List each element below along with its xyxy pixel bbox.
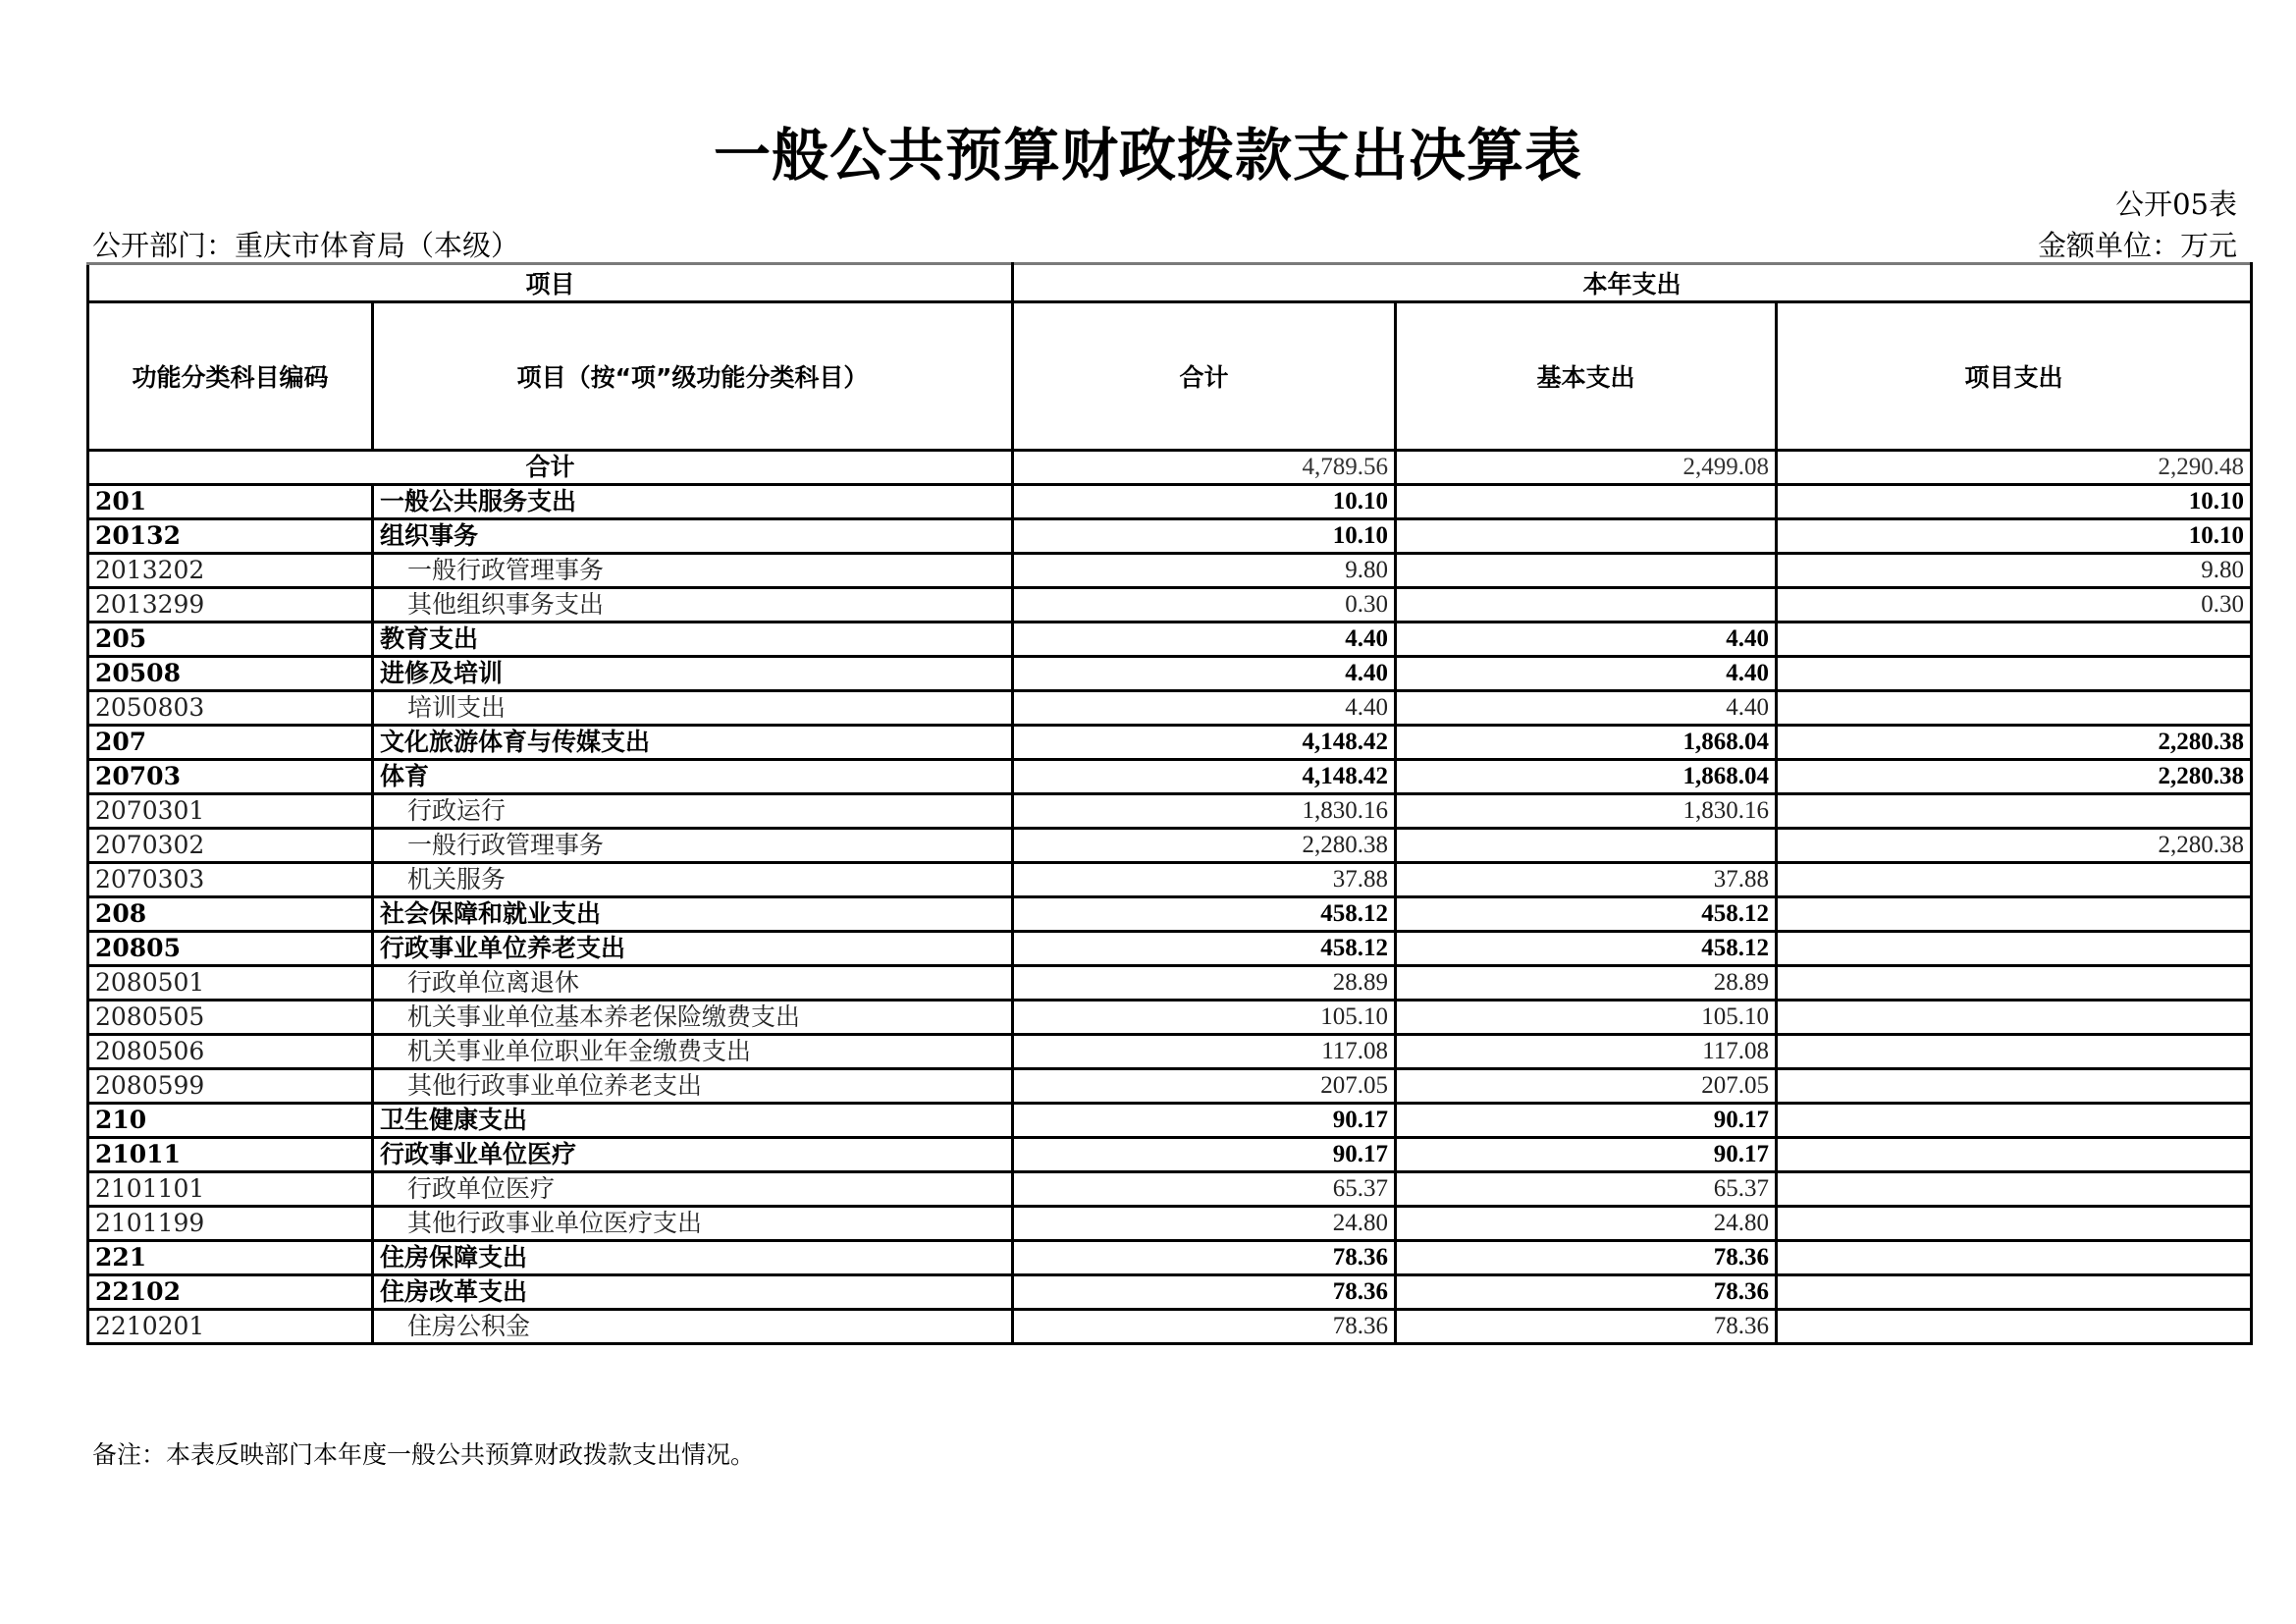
table-row [88,657,2252,691]
cell-project [1777,657,2252,691]
column-header-project: 项目支出 [1777,302,2252,451]
cell-basic [1396,829,1777,863]
cell-name: 其他行政事业单位养老支出 [373,1069,1013,1104]
unit-label: 金额单位：万元 [2037,229,2237,262]
cell-total: 4.40 [1013,691,1396,726]
total-row [88,451,2252,485]
table-row [88,966,2252,1001]
cell-name: 一般公共服务支出 [373,485,1013,519]
cell-total: 458.12 [1013,897,1396,932]
table-row [88,1001,2252,1035]
cell-basic [1396,519,1777,554]
cell-code: 20508 [88,657,373,691]
cell-project [1777,1001,2252,1035]
cell-basic: 78.36 [1396,1275,1777,1310]
cell-basic: 37.88 [1396,863,1777,897]
budget-table [86,262,2253,1345]
cell-name: 住房保障支出 [373,1241,1013,1275]
cell-project: 2,280.38 [1777,829,2252,863]
cell-total: 65.37 [1013,1172,1396,1207]
cell-name: 文化旅游体育与传媒支出 [373,726,1013,760]
table-row [88,1275,2252,1310]
cell-basic: 90.17 [1396,1104,1777,1138]
cell-name: 行政单位离退休 [373,966,1013,1001]
column-header-name: 项目（按“项”级功能分类科目） [373,302,1013,451]
cell-code: 208 [88,897,373,932]
total-label: 合计 [88,451,1013,485]
cell-total: 10.10 [1013,485,1396,519]
footnote: 备注：本表反映部门本年度一般公共预算财政拨款支出情况。 [92,1440,756,1469]
cell-project [1777,966,2252,1001]
cell-project: 9.80 [1777,554,2252,588]
cell-project [1777,1104,2252,1138]
cell-name: 其他组织事务支出 [373,588,1013,623]
cell-basic: 117.08 [1396,1035,1777,1069]
cell-project: 10.10 [1777,519,2252,554]
group-header-current-year: 本年支出 [1013,264,2252,302]
cell-basic: 1,868.04 [1396,760,1777,794]
cell-project [1777,1035,2252,1069]
cell-total: 78.36 [1013,1310,1396,1344]
cell-total: 28.89 [1013,966,1396,1001]
cell-project [1777,1241,2252,1275]
table-row [88,485,2252,519]
total-project: 2,290.48 [1777,451,2252,485]
cell-project [1777,932,2252,966]
cell-name: 机关服务 [373,863,1013,897]
cell-code: 2050803 [88,691,373,726]
cell-project: 2,280.38 [1777,760,2252,794]
table-row [88,1035,2252,1069]
cell-code: 2013202 [88,554,373,588]
cell-basic: 90.17 [1396,1138,1777,1172]
cell-name: 行政单位医疗 [373,1172,1013,1207]
cell-project [1777,1069,2252,1104]
cell-total: 37.88 [1013,863,1396,897]
cell-name: 卫生健康支出 [373,1104,1013,1138]
table-row [88,863,2252,897]
table-row [88,623,2252,657]
cell-name: 教育支出 [373,623,1013,657]
cell-name: 一般行政管理事务 [373,554,1013,588]
cell-code: 22102 [88,1275,373,1310]
cell-basic: 207.05 [1396,1069,1777,1104]
cell-name: 培训支出 [373,691,1013,726]
cell-code: 20132 [88,519,373,554]
cell-project [1777,691,2252,726]
cell-project [1777,863,2252,897]
cell-name: 住房改革支出 [373,1275,1013,1310]
cell-total: 90.17 [1013,1104,1396,1138]
cell-project [1777,1138,2252,1172]
cell-basic [1396,588,1777,623]
cell-code: 207 [88,726,373,760]
cell-code: 205 [88,623,373,657]
cell-total: 117.08 [1013,1035,1396,1069]
cell-basic [1396,554,1777,588]
table-row [88,554,2252,588]
cell-project [1777,1275,2252,1310]
cell-total: 78.36 [1013,1241,1396,1275]
cell-project: 10.10 [1777,485,2252,519]
cell-basic: 24.80 [1396,1207,1777,1241]
cell-total: 458.12 [1013,932,1396,966]
cell-code: 2070303 [88,863,373,897]
cell-code: 201 [88,485,373,519]
cell-name: 行政运行 [373,794,1013,829]
total-amount: 4,789.56 [1013,451,1396,485]
table-row [88,1172,2252,1207]
column-header-code: 功能分类科目编码 [88,302,373,451]
table-row [88,897,2252,932]
cell-project: 2,280.38 [1777,726,2252,760]
form-number: 公开05表 [2115,188,2237,221]
cell-basic: 78.36 [1396,1310,1777,1344]
cell-total: 4.40 [1013,623,1396,657]
cell-total: 4,148.42 [1013,760,1396,794]
cell-code: 221 [88,1241,373,1275]
table-row [88,1138,2252,1172]
cell-name: 行政事业单位养老支出 [373,932,1013,966]
cell-project [1777,897,2252,932]
cell-code: 2070302 [88,829,373,863]
department-label: 公开部门：重庆市体育局（本级） [92,229,520,262]
cell-basic: 1,868.04 [1396,726,1777,760]
cell-total: 4.40 [1013,657,1396,691]
cell-name: 住房公积金 [373,1310,1013,1344]
cell-basic: 105.10 [1396,1001,1777,1035]
cell-basic: 4.40 [1396,657,1777,691]
cell-total: 4,148.42 [1013,726,1396,760]
cell-code: 2101199 [88,1207,373,1241]
cell-code: 2210201 [88,1310,373,1344]
cell-name: 组织事务 [373,519,1013,554]
cell-basic [1396,485,1777,519]
cell-code: 2101101 [88,1172,373,1207]
column-header-basic: 基本支出 [1396,302,1777,451]
cell-basic: 28.89 [1396,966,1777,1001]
cell-name: 机关事业单位基本养老保险缴费支出 [373,1001,1013,1035]
table-row [88,1207,2252,1241]
table-row [88,760,2252,794]
table-row [88,1104,2252,1138]
cell-basic: 458.12 [1396,932,1777,966]
cell-total: 207.05 [1013,1069,1396,1104]
table-row [88,794,2252,829]
table-row [88,1069,2252,1104]
table-row [88,932,2252,966]
total-basic: 2,499.08 [1396,451,1777,485]
cell-total: 10.10 [1013,519,1396,554]
cell-total: 105.10 [1013,1001,1396,1035]
cell-code: 21011 [88,1138,373,1172]
cell-basic: 65.37 [1396,1172,1777,1207]
cell-project [1777,1310,2252,1344]
cell-code: 2080599 [88,1069,373,1104]
cell-name: 体育 [373,760,1013,794]
table-row [88,1241,2252,1275]
cell-total: 0.30 [1013,588,1396,623]
cell-basic: 458.12 [1396,897,1777,932]
cell-code: 20703 [88,760,373,794]
column-header-row [88,302,2252,451]
cell-basic: 1,830.16 [1396,794,1777,829]
cell-total: 9.80 [1013,554,1396,588]
cell-code: 2080501 [88,966,373,1001]
cell-name: 机关事业单位职业年金缴费支出 [373,1035,1013,1069]
cell-code: 2080505 [88,1001,373,1035]
cell-total: 24.80 [1013,1207,1396,1241]
cell-basic: 4.40 [1396,623,1777,657]
table-row [88,691,2252,726]
cell-total: 78.36 [1013,1275,1396,1310]
group-header-row [88,264,2252,302]
cell-project: 0.30 [1777,588,2252,623]
cell-total: 90.17 [1013,1138,1396,1172]
cell-project [1777,1172,2252,1207]
table-row [88,588,2252,623]
cell-code: 2080506 [88,1035,373,1069]
cell-code: 2070301 [88,794,373,829]
table-row [88,1310,2252,1344]
cell-project [1777,794,2252,829]
cell-total: 2,280.38 [1013,829,1396,863]
cell-code: 2013299 [88,588,373,623]
table-row [88,829,2252,863]
cell-name: 一般行政管理事务 [373,829,1013,863]
table-row [88,726,2252,760]
cell-name: 进修及培训 [373,657,1013,691]
column-header-total: 合计 [1013,302,1396,451]
cell-project [1777,1207,2252,1241]
table-row [88,519,2252,554]
cell-total: 1,830.16 [1013,794,1396,829]
cell-basic: 78.36 [1396,1241,1777,1275]
cell-name: 社会保障和就业支出 [373,897,1013,932]
page-title: 一般公共预算财政拨款支出决算表 [713,122,1582,189]
cell-code: 20805 [88,932,373,966]
cell-name: 其他行政事业单位医疗支出 [373,1207,1013,1241]
group-header-item: 项目 [88,264,1013,302]
cell-project [1777,623,2252,657]
cell-basic: 4.40 [1396,691,1777,726]
cell-code: 210 [88,1104,373,1138]
cell-name: 行政事业单位医疗 [373,1138,1013,1172]
